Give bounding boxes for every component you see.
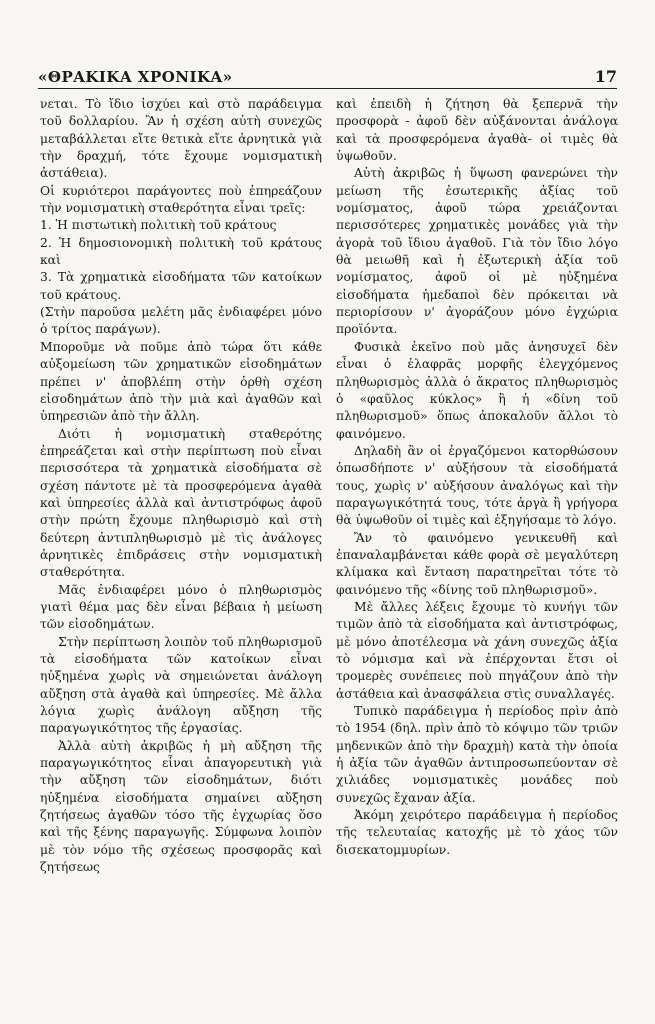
page-header (38, 58, 617, 86)
paragraph: Μὲ ἄλλες λέξεις ἔχουμε τὸ κυνήγι τῶν τιμῶν ἀπὸ τὰ εἰσοδήματα καὶ ἀντιστρόφως, μὲ μόνο ἀποτέλεσμα νὰ χάνη συνεχῶς ἀξία τὸ νόμισμα καὶ νὰ ἐπέρχονται ἔτσι οἱ τρομερὲς συνέπειες ποὺ πηγάζουν ἀπὸ τὴν ἀστάθεια καὶ ἀνασφάλεια στὶς συναλλαγές. (336, 599, 618, 701)
page-number: 17 (594, 67, 617, 86)
header-rule (38, 88, 617, 89)
paragraph: Φυσικὰ ἐκεῖνο ποὺ μᾶς ἀνησυχεῖ δὲν εἶναι ὁ ἐλαφρᾶς μορφῆς ἐλεγχόμενος πληθωρισμὸς ἀλλὰ ὁ ἄκρατος πληθωρισμὸς ὁ «φαῦλος κύκλος» ἢ ἡ «δίνη τοῦ πληθωρισμοῦ» ὅπως ἀποκαλοῦν ἄλλοι τὸ φαινόμενο. (336, 339, 618, 441)
paragraph: 1. Ἡ πιστωτικὴ πολιτικὴ τοῦ κράτους (40, 218, 277, 233)
paragraph: Ἀλλὰ αὐτὴ ἀκριβῶς ἡ μὴ αὔξηση τῆς παραγωγικότητος εἶναι ἀπαγορευτικὴ γιὰ τὴν αὔξηση τῶν εἰσοδημάτων, διότι ηὐξημένα εἰσοδήματα σημαίνει αὔξηση ζητήσεως ἀγαθῶν τόσο τῆς ἐγχωρίας ὅσο καὶ τῆς ξένης παραγωγῆς. Σύμφωνα λοιπὸν μὲ τὸν νόμο τῆς σχέσεως προσφορᾶς καὶ ζητήσεως (40, 738, 322, 875)
paragraph: Μποροῦμε νὰ ποῦμε ἀπὸ τώρα ὅτι κάθε αὐξομείωση τῶν χρηματικῶν εἰσοδημάτων πρέπει ν' ἀποβλέπη στὴν ὀρθὴ σχέση εἰσοδημάτων ἀπὸ τὴν μιὰ καὶ ἀγαθῶν καὶ ὑπηρεσιῶν ἀπὸ τὴν ἄλλη. (40, 339, 322, 424)
paragraph: Μᾶς ἐνδιαφέρει μόνο ὁ πληθωρισμὸς γιατὶ θέμα μας δὲν εἶναι βέβαια ἡ μείωση τῶν εἰσοδημάτων. (40, 582, 322, 632)
paragraph: νεται. Τὸ ἴδιο ἰσχύει καὶ στὸ παράδειγμα τοῦ δολλαρίου. Ἂν ἡ σχέση αὐτὴ συνεχῶς μεταβάλλεται εἴτε θετικὰ εἴτε ἀρνητικὰ γιὰ τὴν δραχμή, τότε ἔχουμε νομισματικὴ ἀστάθεια). (40, 97, 322, 181)
paragraph: Ἀκόμη χειρότερο παράδειγμα ἡ περίοδος τῆς τελευταίας κατοχῆς μὲ τὸ χάος τῶν δισεκατομμυρίων. (336, 808, 618, 857)
left-column (40, 96, 322, 876)
paragraph: (Στὴν παροῦσα μελέτη μᾶς ἐνδιαφέρει μόνο ὁ τρίτος παράγων). (40, 305, 322, 337)
paragraph: Στὴν περίπτωση λοιπὸν τοῦ πληθωρισμοῦ τὰ εἰσοδήματα τῶν κατοίκων εἶναι ηὐξημένα χωρὶς νὰ σημειώνεται ἀνάλογη αὔξηση στὰ ἀγαθὰ καὶ ὑπηρεσίες. Μὲ ἄλλα λόγια χωρὶς ἀνάλογη αὔξηση τῆς παραγωγικότητος τῆς ἐργασίας. (40, 634, 322, 736)
running-title: «ΘΡΑΚΙΚΑ ΧΡΟΝΙΚΑ» (38, 68, 233, 86)
paragraph: 3. Τὰ χρηματικὰ εἰσοδήματα τῶν κατοίκων τοῦ κράτους. (40, 270, 322, 302)
paragraph: 2. Ἡ δημοσιονομικὴ πολιτικὴ τοῦ κράτους καὶ (40, 235, 322, 268)
paragraph: Ἂν τὸ φαινόμενο γενικευθῆ καὶ ἐπαναλαμβάνεται κάθε φορὰ σὲ μεγαλύτερη κλίμακα καὶ ἔνταση παρατηρεῖται τότε τὸ φαινόμενο τῆς «δίνης τοῦ πληθωρισμοῦ». (336, 530, 618, 597)
paragraph: καὶ ἐπειδὴ ἡ ζήτηση θὰ ξεπερνᾶ τὴν προσφορὰ - ἀφοῦ δὲν αὐξάνονται ἀνάλογα καὶ τὰ προσφερόμενα ἀγαθὰ- οἱ τιμὲς θὰ ὑψωθοῦν. (336, 97, 618, 164)
right-column (336, 96, 618, 859)
paragraph: Αὐτὴ ἀκριβῶς ἡ ὕψωση φανερώνει τὴν μείωση τῆς ἐσωτερικῆς ἀξίας τοῦ νομίσματος, ἀφοῦ τώρα χρειάζονται περισσότερες χρηματικὲς μονάδες γιὰ τὴν ἀγορὰ τοῦ ἴδιου ἀγαθοῦ. Γιὰ τὸν ἴδιο λόγο θὰ μειωθῆ καὶ ἡ ἐξωτερικὴ ἀξία τοῦ νομίσματος, ἀφοῦ οἱ μὲ ηὐξημένα εἰσοδήματα ἡμεδαποὶ δὲν πρόκειται νὰ περιορίσουν ν' ἀγοράζουν μόνο ἐγχώρια προϊόντα. (336, 166, 618, 337)
paragraph: Δηλαδὴ ἂν οἱ ἐργαζόμενοι κατορθώσουν ὁπωσδήποτε ν' αὐξήσουν τὰ εἰσοδήματά τους, χωρὶς ν' αὐξήσουν ἀναλόγως καὶ τὴν παραγωγικότητά τους, τότε ἀργὰ ἢ γρήγορα θὰ ὑψωθοῦν οἱ τιμὲς καὶ ἐξηγήσαμε τὸ λόγο. (336, 443, 618, 528)
paragraph: Διότι ἡ νομισματικὴ σταθερότης ἐπηρεάζεται καὶ στὴν περίπτωση ποὺ εἶναι περισσότερα τὰ χρηματικὰ εἰσοδήματα σὲ σχέση πάντοτε μὲ τὰ προσφερόμενα ἀγαθὰ καὶ ὑπηρεσίες ἀλλὰ καὶ ἀντιστρόφως ἀφοῦ στὴν πρώτη ἔχουμε πληθωρισμὸ καὶ στὴ δεύτερη ἀντιπληθωρισμὸ μὲ τὶς ἀνάλογες ἀρνητικὲς ἐπιδράσεις στὴν νομισματικὴ σταθερότητα. (40, 426, 322, 580)
paragraph: Οἱ κυριότεροι παράγοντες ποὺ ἐπηρεάζουν τὴν νομισματικὴ σταθερότητα εἶναι τρεῖς: (40, 183, 322, 216)
paragraph: Τυπικὸ παράδειγμα ἡ περίοδος πρὶν ἀπὸ τὸ 1954 (δηλ. πρὶν ἀπὸ τὸ κόψιμο τῶν τριῶν μηδενικῶν ἀπὸ τὴν δραχμὴ) κατὰ τὴν ὁποία ἡ ἀξία τῶν ἀγαθῶν ἀντιπροσωπεύονταν σὲ χιλιάδες νομισματικὲς μονάδες ποὺ συνεχῶς ἔχαναν ἀξία. (336, 704, 618, 805)
